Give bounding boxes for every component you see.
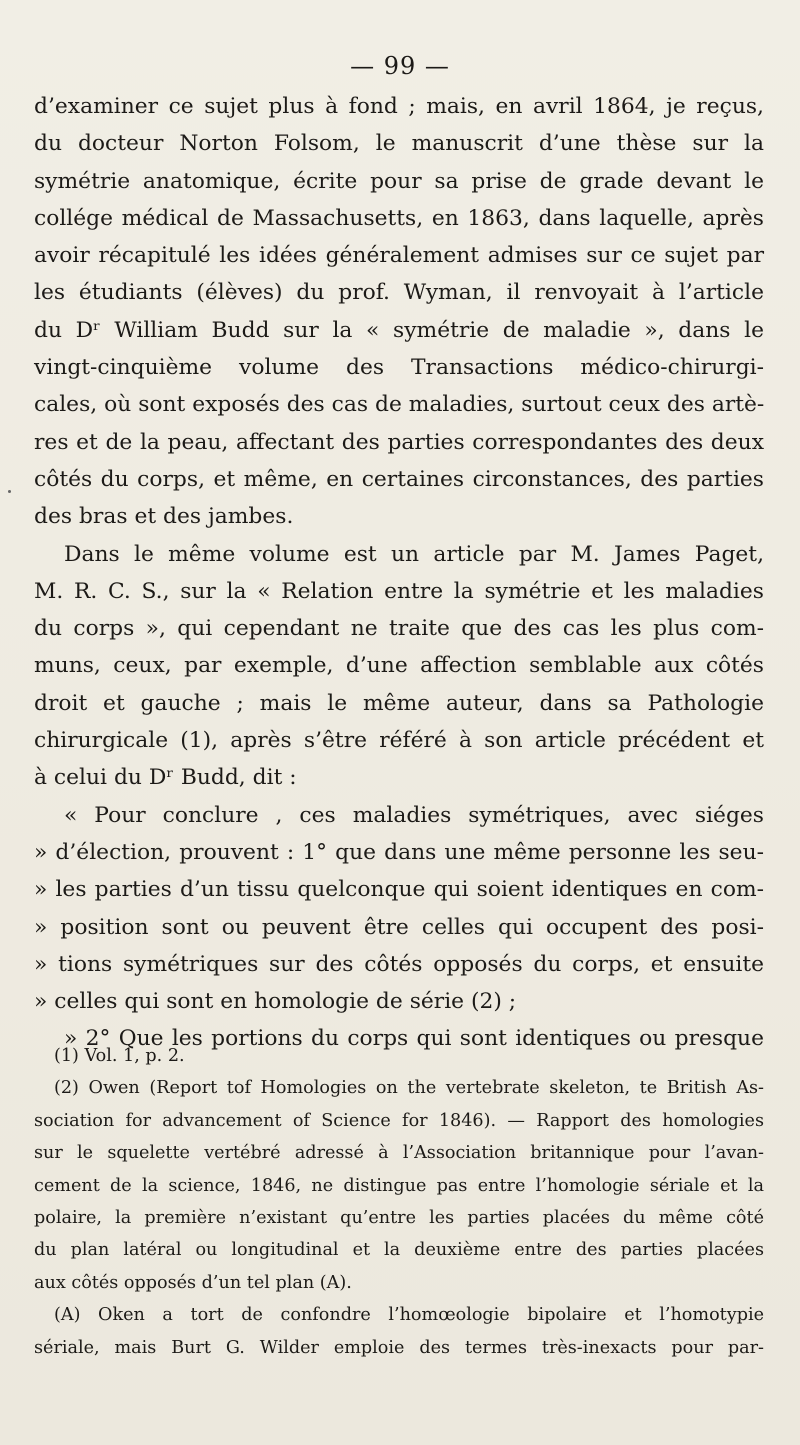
text-line: M. R. C. S., sur la « Relation entre la symétrie et les maladies (34, 578, 764, 604)
text-line: symétrie anatomique, écrite pour sa prise de grade devant le (34, 168, 764, 194)
text-line: droit et gauche ; mais le même auteur, dans sa Pathologie (34, 690, 764, 716)
footnote-line: (A) Oken a tort de confondre l’homœologie bipolaire et l’homotypie (54, 1305, 764, 1326)
text-line: du Dʳ William Budd sur la « symétrie de maladie », dans le (34, 317, 764, 343)
text-line: d’examiner ce sujet plus à fond ; mais, en avril 1864, je reçus, (34, 94, 764, 119)
text-line: » position sont ou peuvent être celles qui occupent des posi- (34, 914, 764, 940)
footnote-line: sériale, mais Burt G. Wilder emploie des termes très-inexacts pour par- (34, 1337, 764, 1358)
text-line: vingt-cinquième volume des Transactions médico-chirurgi- (34, 355, 764, 381)
main-text (34, 88, 764, 1058)
text-line: » tions symétriques sur des côtés opposés du corps, et ensuite (34, 951, 764, 977)
footnote-line: sociation for advancement of Science for 1846). — Rapport des homologies (34, 1110, 764, 1131)
text-line: à celui du Dʳ Budd, dit : (34, 765, 297, 791)
text-line: collége médical de Massachusetts, en 1863, dans laquelle, après (34, 205, 764, 231)
text-line: des bras et des jambes. (34, 504, 294, 530)
footnote-line: sur le squelette vertébré adressé à l’Association britannique pour l’avan- (34, 1143, 764, 1164)
text-line: avoir récapitulé les idées généralement admises sur ce sujet par (34, 243, 764, 269)
text-line: Dans le même volume est un article par M. James Paget, (64, 541, 764, 567)
footnote-line: (2) Owen (Report tof Homologies on the vertebrate skeleton, te British As- (54, 1078, 764, 1099)
footnote-line: cement de la science, 1846, ne distingue pas entre l’homologie sériale et la (34, 1175, 764, 1196)
text-line: » celles qui sont en homologie de série (2) ; (34, 989, 517, 1015)
text-line: » les parties d’un tissu quelconque qui soient identiques en com- (34, 877, 764, 903)
footnotes (34, 1040, 764, 1364)
footnote-line: polaire, la première n’existant qu’entre les parties placées du même côté (34, 1207, 764, 1228)
footnote-line: du plan latéral ou longitudinal et la deuxième entre des parties placées (34, 1240, 764, 1261)
text-line: res et de la peau, affectant des parties correspondantes des deux (34, 429, 764, 455)
footnote-line: aux côtés opposés d’un tel plan (A). (34, 1272, 352, 1293)
text-line: les étudiants (élèves) du prof. Wyman, il renvoyait à l’article (34, 280, 764, 306)
text-line: chirurgicale (1), après s’être référé à son article précédent et (34, 728, 764, 754)
text-line: côtés du corps, et même, en certaines circonstances, des parties (34, 466, 764, 492)
text-line: cales, où sont exposés des cas de maladies, surtout ceux des artè- (34, 392, 765, 418)
text-line: du corps », qui cependant ne traite que des cas les plus com- (34, 616, 764, 642)
text-line: du docteur Norton Folsom, le manuscrit d’une thèse sur la (34, 131, 764, 157)
text-line: « Pour conclure , ces maladies symétriques, avec siéges (64, 802, 764, 828)
text-line: » 2° Que les portions du corps qui sont identiques ou presque (64, 1026, 764, 1052)
text-line: muns, ceux, par exemple, d’une affection semblable aux côtés (34, 653, 764, 679)
text-line: » d’élection, prouvent : 1° que dans une même personne les seu- (34, 839, 764, 865)
footnote-line: (1) Vol. 1, p. 2. (54, 1046, 185, 1066)
margin-dot (8, 490, 11, 493)
page-number: — 99 — (350, 52, 450, 80)
